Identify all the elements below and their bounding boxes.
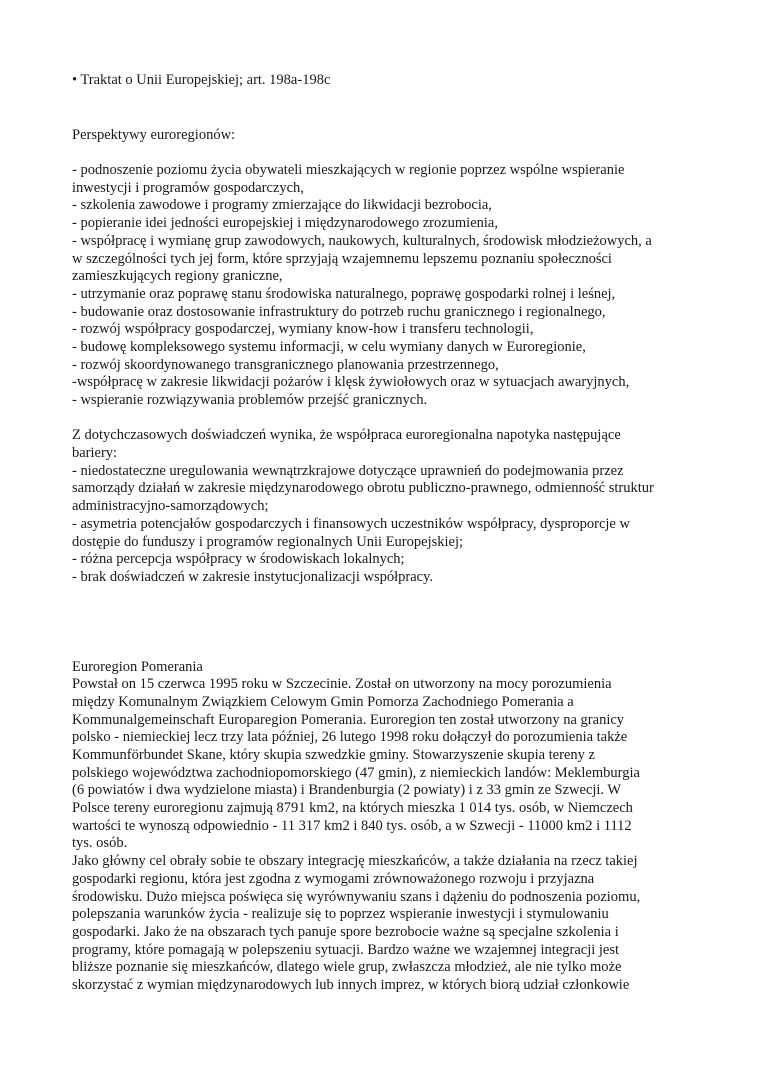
perspective-line: - budowę kompleksowego systemu informacji, w celu wymiany danych w Euroregionie,: [72, 338, 586, 355]
treaty-reference: • Traktat o Unii Europejskiej; art. 198a-198c: [72, 72, 331, 88]
perspectives-heading: Perspektywy euroregionów:: [72, 126, 236, 143]
perspective-line: - szkolenia zawodowe i programy zmierzające do likwidacji bezrobocia,: [72, 197, 492, 214]
perspective-line: - utrzymanie oraz poprawę stanu środowiska naturalnego, poprawę gospodarki rolnej i leśnej,: [72, 285, 616, 302]
pomerania-paragraph: [72, 676, 694, 994]
document-page: [72, 72, 694, 995]
pomerania-line: programy, które pomagają w polepszeniu sytuacji. Bardzo ważne we wzajemnej integracji jest: [72, 941, 620, 958]
barrier-line: - różna percepcja współpracy w środowiskach lokalnych;: [72, 551, 405, 568]
perspective-line: - wspieranie rozwiązywania problemów przejść granicznych.: [72, 392, 428, 408]
pomerania-heading: Euroregion Pomerania: [72, 658, 203, 675]
pomerania-line: (6 powiatów i dwa wydzielone miasta) i Brandenburgia (2 powiaty) i z 33 gmin ze Szwecji. W: [72, 782, 622, 799]
barrier-line: - asymetria potencjałów gospodarczych i finansowych uczestników współpracy, dysproporcje w: [72, 515, 630, 532]
pomerania-line: bliższe poznanie się mieszkańców, dlatego wiele grup, zwłaszcza młodzież, ale nie tylko może: [72, 959, 622, 976]
barrier-line: administracyjno-samorządowych;: [72, 498, 269, 515]
pomerania-line: gospodarki. Jako że na obszarach tych panuje spore bezrobocie ważne są specjalne szkolenia i: [72, 923, 619, 940]
pomerania-line: tys. osób.: [72, 835, 128, 852]
pomerania-line: wartości te wynoszą odpowiednio - 11 317 km2 i 840 tys. osób, a w Szwecji - 11000 km2 i 1112: [72, 817, 632, 834]
barrier-line: samorządy działań w zakresie międzynarodowego obrotu publiczno-prawnego, odmienność struktur: [72, 480, 654, 497]
pomerania-line: polsko - niemieckiej lecz trzy lata później, 26 lutego 1998 roku dołączył do porozumienia także: [72, 729, 628, 746]
barrier-line: - niedostateczne uregulowania wewnątrzkrajowe dotyczące uprawnień do podejmowania przez: [72, 462, 624, 479]
perspective-line: - rozwój współpracy gospodarczej, wymiany know-how i transferu technologii,: [72, 321, 534, 338]
barrier-line: dostępie do funduszy i programów regionalnych Unii Europejskiej;: [72, 533, 464, 550]
pomerania-line: Powstał on 15 czerwca 1995 roku w Szczecinie. Został on utworzony na mocy porozumienia: [72, 676, 612, 693]
perspectives-list: [72, 162, 694, 410]
perspective-line: w szczególności tych jej form, które sprzyjają wzajemnemu lepszemu poznaniu społeczności: [72, 250, 612, 267]
pomerania-line: polskiego województwa zachodniopomorskiego (47 gmin), z niemieckich landów: Meklemburgia: [72, 764, 640, 781]
pomerania-line: Jako główny cel obrały sobie te obszary integrację mieszkańców, a także działania na rzecz takiej: [72, 853, 638, 870]
pomerania-line: Polsce tereny euroregionu zajmują 8791 km2, na których mieszka 1 014 tys. osób, w Niemczech: [72, 800, 633, 817]
perspective-line: - podnoszenie poziomu życia obywateli mieszkających w regionie poprzez wspólne wspieranie: [72, 162, 625, 179]
pomerania-line: środowisku. Dużo miejsca poświęca się wyrównywaniu szans i dążeniu do podnoszenia poziomu,: [72, 888, 641, 905]
perspective-line: zamieszkujących regiony graniczne,: [72, 268, 283, 285]
pomerania-line: Kommunalgemeinschaft Europaregion Pomerania. Euroregion ten został utworzony na granicy: [72, 711, 625, 728]
barrier-line: - brak doświadczeń w zakresie instytucjonalizacji współpracy.: [72, 568, 434, 585]
pomerania-line: polepszania warunków życia - realizuje się to poprzez wspieranie inwestycji i stymulowaniu: [72, 906, 609, 923]
barriers-paragraph: [72, 427, 694, 586]
pomerania-line: Kommunförbundet Skane, który skupia szwedzkie gminy. Stowarzyszenie skupia tereny z: [72, 747, 595, 763]
perspective-line: - popieranie idei jedności europejskiej i międzynarodowego zrozumienia,: [72, 215, 498, 232]
barrier-line: Z dotychczasowych doświadczeń wynika, że współpraca euroregionalna napotyka następujące: [72, 427, 621, 444]
perspective-line: - budowanie oraz dostosowanie infrastruktury do potrzeb ruchu granicznego i regionalnego,: [72, 303, 606, 320]
barrier-line: bariery:: [72, 445, 118, 462]
pomerania-line: gospodarki regionu, która jest zgodna z wymogami zrównoważonego rozwoju i przyjazna: [72, 870, 595, 887]
perspective-line: - współpracę i wymianę grup zawodowych, naukowych, kulturalnych, środowisk młodzieżowych, a: [72, 232, 652, 249]
pomerania-line: skorzystać z wymian międzynarodowych lub innych imprez, w których biorą udział członkowie: [72, 976, 630, 993]
perspective-line: - rozwój skoordynowanego transgranicznego planowania przestrzennego,: [72, 356, 499, 373]
perspective-line: inwestycji i programów gospodarczych,: [72, 179, 304, 196]
pomerania-line: między Komunalnym Związkiem Celowym Gmin Pomorza Zachodniego Pomerania a: [72, 693, 574, 710]
perspective-line: -współpracę w zakresie likwidacji pożarów i klęsk żywiołowych oraz w sytuacjach awaryjnych,: [72, 374, 630, 391]
